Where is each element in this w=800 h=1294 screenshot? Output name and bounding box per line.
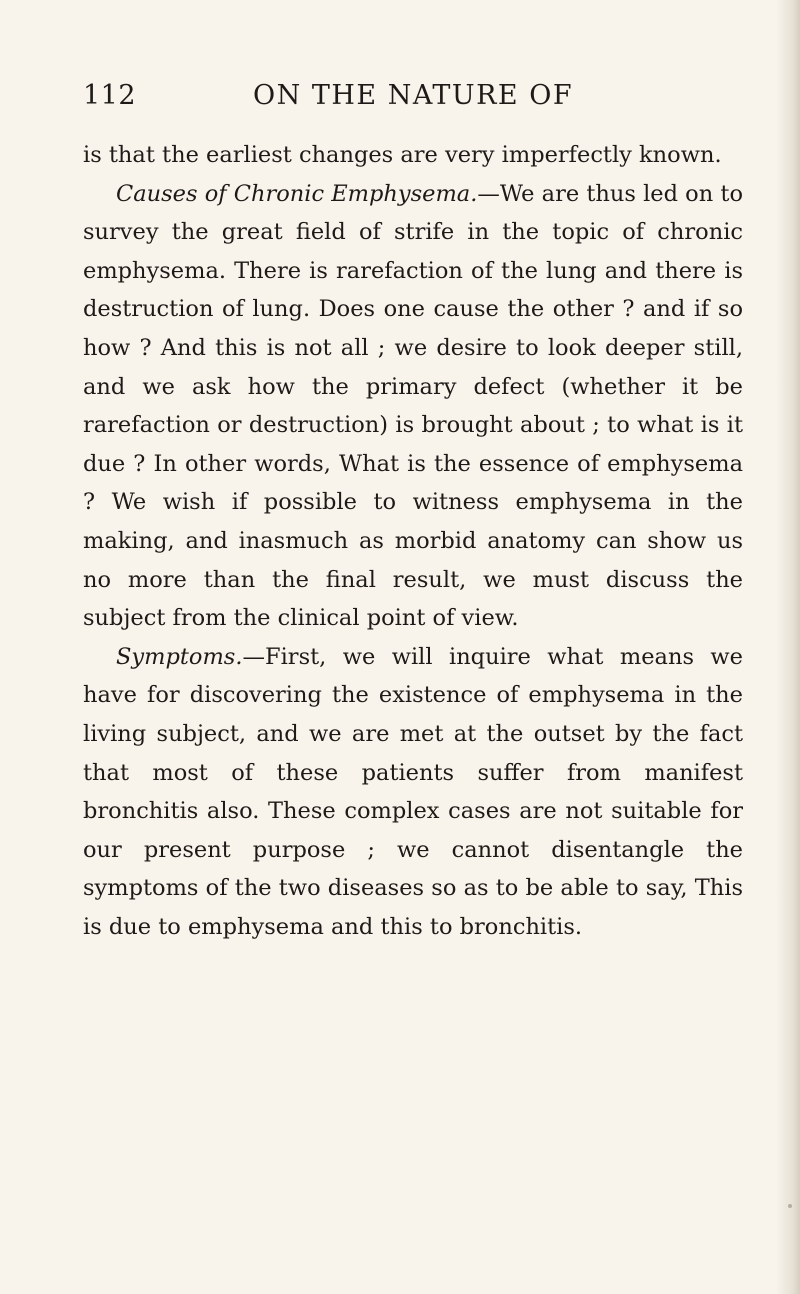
paragraph-symptoms-text: —First, we will inquire what means we have for discovering the existence of emphysema in the living subject, and we are met at the outset by the fact that most of these patients suffer from manifest bronchitis also. These complex cases are not suitable for our present purpose ; we cannot disentangle the symptoms of the two diseases so as to be able to say, This is due to emphysema and this to bronchitis. bbox=[83, 643, 743, 940]
paragraph-symptoms bbox=[83, 638, 743, 947]
running-head: ON THE NATURE OF bbox=[253, 80, 574, 111]
section-heading-causes: Causes of Chronic Emphysema. bbox=[116, 180, 478, 207]
paragraph-continued: is that the earliest changes are very imperfectly known. bbox=[83, 142, 722, 168]
page-number: 112 bbox=[83, 80, 137, 111]
page-header bbox=[83, 80, 723, 120]
paragraph-causes-text: —We are thus led on to survey the great field of strife in the topic of chronic emphysema. There is rarefaction of the lung and there is destruction of lung. Does one cause the other ? and if so how ? And this is not all ; we desire to look deeper still, and we ask how the primary defect (whether it be rarefaction or destruction) is brought about ; to what is it due ? In other words, What is the essence of emphysema ? We wish if possible to witness emphysema in the making, and inasmuch as morbid anatomy can show us no more than the final result, we must discuss the subject from the clinical point of view. bbox=[83, 180, 743, 632]
paragraph-causes bbox=[83, 175, 743, 638]
section-heading-symptoms: Symptoms. bbox=[116, 643, 243, 670]
body-text bbox=[83, 136, 743, 946]
paper-speck bbox=[788, 1204, 792, 1208]
page-edge-shadow bbox=[776, 0, 800, 1294]
